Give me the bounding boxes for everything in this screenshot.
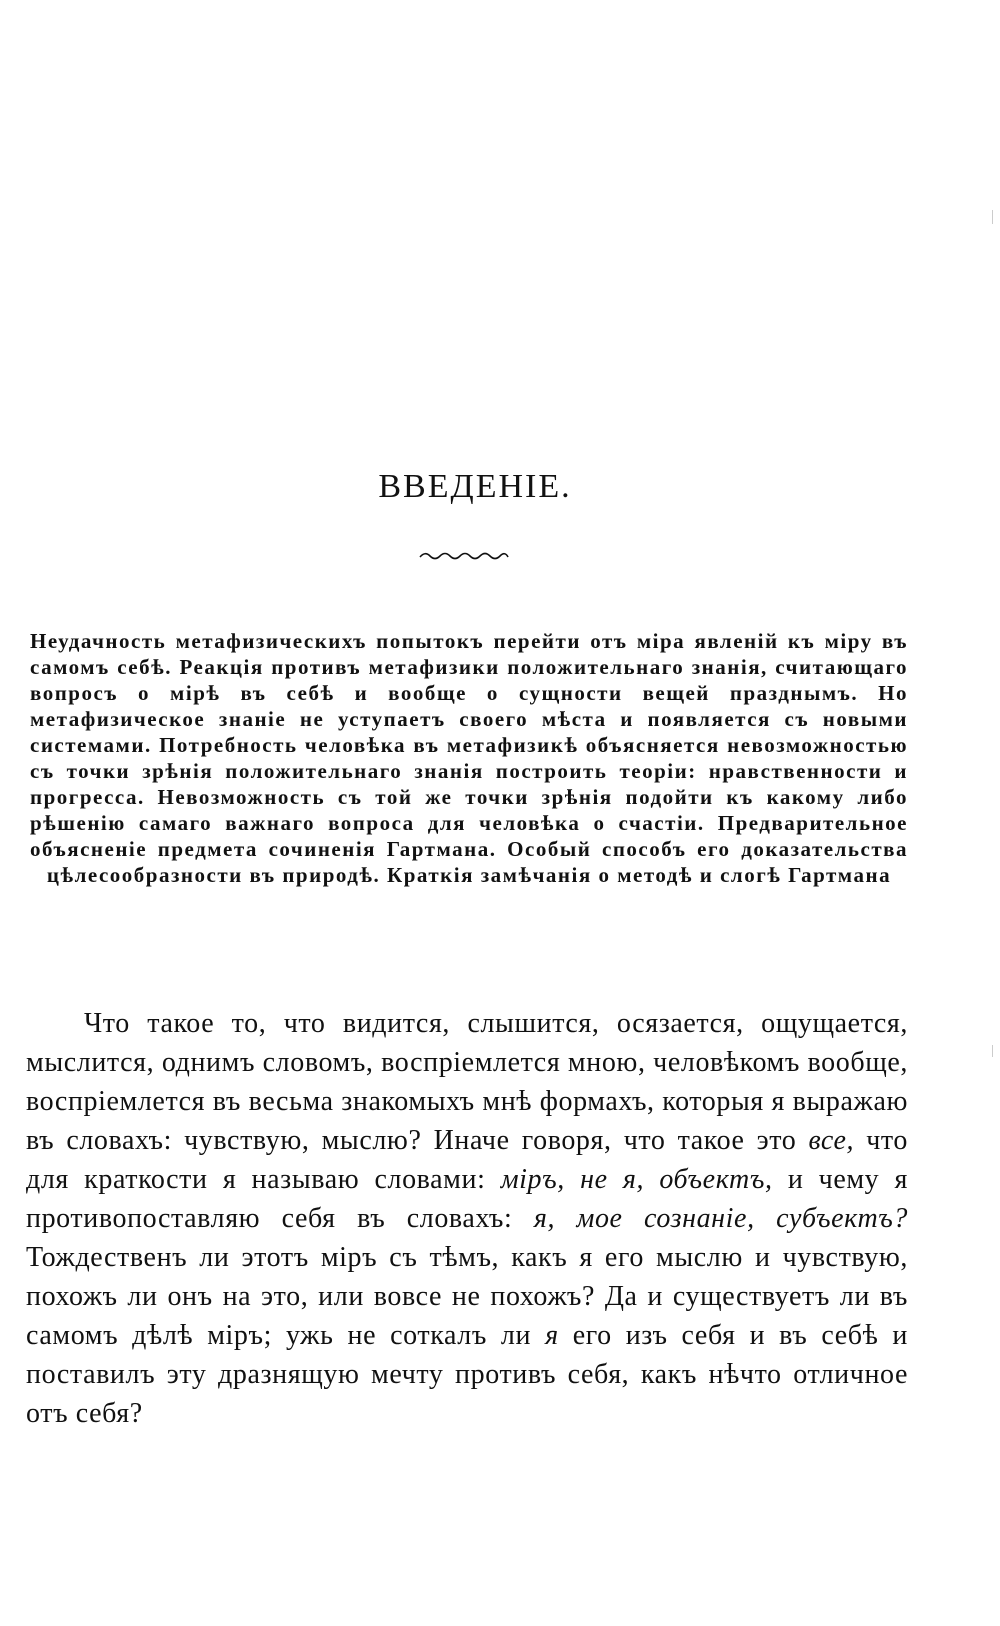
decorative-ornament bbox=[418, 548, 510, 562]
chapter-summary: Неудачность метафизическихъ попытокъ перейти отъ міра явленій къ міру въ самомъ себѣ. Реакція противъ метафизики положительнаго знанія, считающаго вопросъ о мірѣ въ себѣ и вообще о сущности вещей празднымъ. Но метафизическое знаніе не уступаетъ своего мѣста и появляется съ новыми системами. Потребность человѣка въ метафизикѣ объясняется невозможностью съ точки зрѣнія положительнаго знанія построить теоріи: нравственности и прогресса. Невозможность съ той же точки зрѣнія подойти къ какому либо рѣшенію самаго важнаго вопроса для человѣка о счастіи. Предварительное объясненіе предмета сочиненія Гартмана. Особый способъ его доказательства цѣлесообразности въ природѣ. Краткія замѣчанія о методѣ и слогѣ Гартмана bbox=[30, 629, 908, 887]
paragraph-text-2: что для краткости я называю словами: bbox=[26, 1125, 909, 1195]
scan-edge-mark bbox=[992, 210, 993, 224]
paragraph-italic-2: міръ, не я, объектъ, bbox=[500, 1164, 773, 1195]
paragraph-italic-3: я, мое сознаніе, субъектъ? bbox=[533, 1203, 908, 1234]
scan-edge-mark bbox=[992, 1045, 993, 1057]
chapter-heading: ВВЕДЕНІЕ. bbox=[378, 468, 572, 505]
paragraph-italic-1: все, bbox=[808, 1125, 855, 1156]
paragraph-text-1: Что такое то, что видится, слышится, осязается, ощущается, мыслится, однимъ словомъ, воспріемлется мною, человѣкомъ вообще, воспріемлется въ весьма знакомыхъ мнѣ формахъ, которыя я выражаю въ словахъ: чувствую, мыслю? Иначе говоря, что такое это bbox=[26, 1008, 908, 1156]
paragraph-text-5: его изъ себя и въ себѣ и поставилъ эту дразнящую мечту противъ себя, какъ нѣчто отличное отъ себя? bbox=[26, 1320, 908, 1429]
paragraph-text-4: Тождественъ ли этотъ міръ съ тѣмъ, какъ я его мыслю и чувствую, похожъ ли онъ на это, или вовсе не похожъ? Да и существуетъ ли въ самомъ дѣлѣ міръ; ужь не соткалъ ли bbox=[26, 1242, 908, 1351]
paragraph-italic-4: я bbox=[545, 1320, 559, 1351]
body-paragraph bbox=[26, 1004, 908, 1433]
paragraph-text-3: и чему я противопоставляю себя въ словахъ: bbox=[26, 1164, 908, 1234]
